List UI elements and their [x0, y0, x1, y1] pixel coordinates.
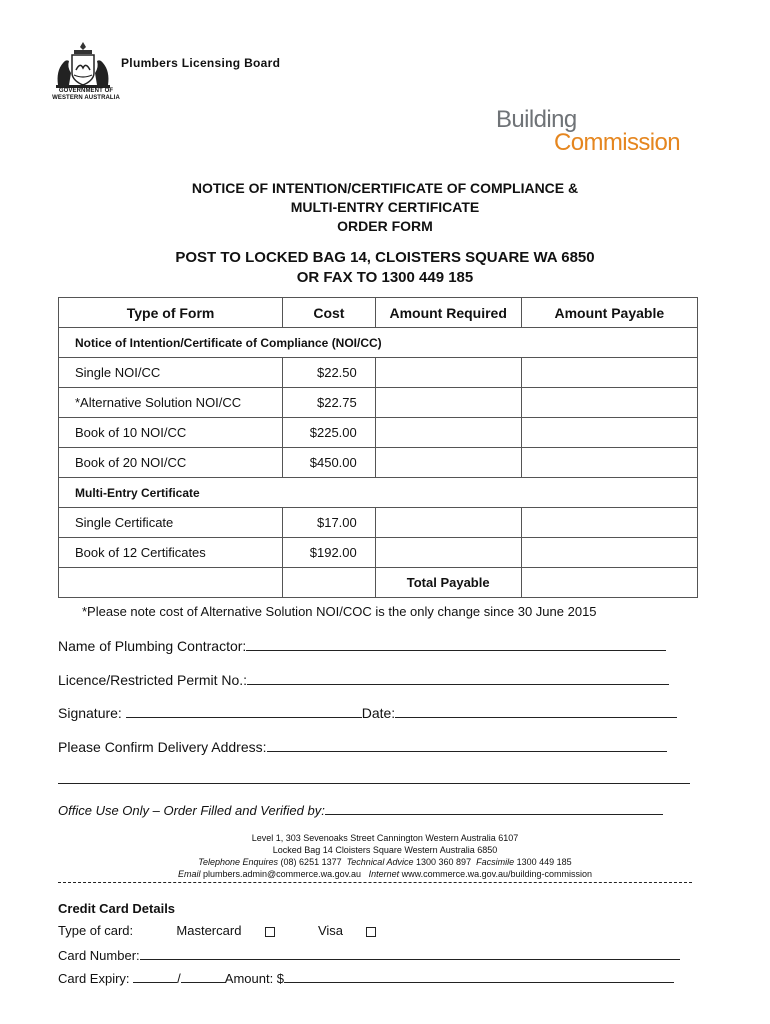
- table-row: [59, 358, 698, 388]
- card-number-label: Card Number:: [58, 948, 140, 963]
- contractor-line: [58, 637, 698, 654]
- internet-label: Internet: [368, 869, 400, 879]
- visa-label: Visa: [317, 923, 343, 938]
- order-table: [58, 297, 698, 598]
- amount-required-field[interactable]: [375, 388, 521, 418]
- section-heading-multi-entry: Multi-Entry Certificate: [59, 478, 698, 508]
- price-note: *Please note cost of Alternative Solution NOI/COC is the only change since 30 June 2015: [82, 604, 597, 619]
- title-line3: ORDER FORM: [337, 218, 433, 234]
- delivery-line: [58, 738, 698, 755]
- amount-label: Amount: $: [224, 971, 285, 986]
- item-name: Book of 20 NOI/CC: [59, 448, 283, 478]
- section-row-multi-entry: [59, 478, 698, 508]
- mastercard-label: Mastercard: [176, 923, 242, 938]
- amount-payable-field[interactable]: [521, 448, 697, 478]
- address-line1: Level 1, 303 Sevenoaks Street Cannington Western Australia 6107: [251, 833, 519, 843]
- post-line1: POST TO LOCKED BAG 14, CLOISTERS SQUARE WA 6850: [175, 249, 595, 266]
- empty-cell: [283, 568, 376, 598]
- contractor-field[interactable]: [246, 637, 666, 651]
- amount-field[interactable]: [284, 969, 674, 983]
- item-name: *Alternative Solution NOI/CC: [59, 388, 283, 418]
- title-line1: NOTICE OF INTENTION/CERTIFICATE OF COMPLIANCE &: [191, 180, 579, 196]
- amount-payable-field[interactable]: [521, 358, 697, 388]
- signature-field[interactable]: [126, 704, 362, 718]
- post-instructions: [0, 248, 770, 288]
- item-cost: $192.00: [283, 538, 376, 568]
- card-number-field[interactable]: [140, 946, 680, 960]
- crest-caption-line2: WESTERN AUSTRALIA: [52, 95, 120, 101]
- col-cost: Cost: [283, 298, 376, 328]
- cut-line-divider: [58, 882, 692, 883]
- item-cost: $17.00: [283, 508, 376, 538]
- licence-line: [58, 671, 698, 688]
- total-row: [59, 568, 698, 598]
- amount-payable-field[interactable]: [521, 538, 697, 568]
- card-type-line: [58, 923, 376, 938]
- post-line2: OR FAX TO 1300 449 185: [296, 269, 474, 286]
- amount-required-field[interactable]: [375, 538, 521, 568]
- table-row: [59, 388, 698, 418]
- item-cost: $22.50: [283, 358, 376, 388]
- credit-card-title: Credit Card Details: [58, 901, 176, 916]
- crest-caption: [46, 88, 126, 102]
- amount-required-field[interactable]: [375, 418, 521, 448]
- technical-advice-value: 1300 360 897: [416, 857, 472, 867]
- amount-required-field[interactable]: [375, 508, 521, 538]
- logo-line2: Commission: [554, 129, 681, 156]
- item-cost: $225.00: [283, 418, 376, 448]
- card-expiry-line: [58, 969, 674, 986]
- internet-value[interactable]: www.commerce.wa.gov.au/building-commission: [401, 869, 593, 879]
- date-label: Date:: [361, 705, 396, 721]
- expiry-year-field[interactable]: [181, 969, 225, 983]
- table-row: [59, 418, 698, 448]
- total-payable-label: Total Payable: [375, 568, 521, 598]
- technical-advice-label: Technical Advice: [346, 857, 414, 867]
- amount-required-field[interactable]: [375, 448, 521, 478]
- amount-payable-field[interactable]: [521, 388, 697, 418]
- delivery-field[interactable]: [267, 738, 667, 752]
- wa-government-crest: [48, 40, 118, 90]
- facsimile-value: 1300 449 185: [516, 857, 572, 867]
- signature-label: Signature:: [58, 705, 122, 721]
- delivery-label: Please Confirm Delivery Address:: [58, 739, 267, 755]
- amount-required-field[interactable]: [375, 358, 521, 388]
- licence-field[interactable]: [247, 671, 669, 685]
- item-name: Single NOI/CC: [59, 358, 283, 388]
- section-row-noi: [59, 328, 698, 358]
- date-field[interactable]: [395, 704, 677, 718]
- delivery-field-2[interactable]: [58, 770, 690, 784]
- table-row: [59, 538, 698, 568]
- delivery-line-2: [58, 770, 698, 787]
- card-number-line: [58, 946, 680, 963]
- table-row: [59, 508, 698, 538]
- address-online: [0, 868, 770, 880]
- expiry-separator: /: [177, 971, 181, 986]
- item-name: Single Certificate: [59, 508, 283, 538]
- item-cost: $22.75: [283, 388, 376, 418]
- amount-payable-field[interactable]: [521, 418, 697, 448]
- telephone-label: Telephone Enquires: [198, 857, 279, 867]
- office-use-line: [58, 801, 698, 818]
- empty-cell: [59, 568, 283, 598]
- section-heading-noi: Notice of Intention/Certificate of Compliance (NOI/CC): [59, 328, 698, 358]
- expiry-month-field[interactable]: [133, 969, 177, 983]
- email-value[interactable]: plumbers.admin@commerce.wa.gov.au: [203, 869, 362, 879]
- telephone-value: (08) 6251 1377: [280, 857, 342, 867]
- form-title: [0, 179, 770, 236]
- total-payable-field[interactable]: [521, 568, 697, 598]
- col-type-of-form: Type of Form: [59, 298, 283, 328]
- amount-payable-field[interactable]: [521, 508, 697, 538]
- item-name: Book of 10 NOI/CC: [59, 418, 283, 448]
- office-use-field[interactable]: [325, 801, 663, 815]
- logo-line1: Building: [496, 106, 577, 133]
- col-amount-required: Amount Required: [375, 298, 521, 328]
- signature-line: [58, 704, 698, 721]
- col-amount-payable: Amount Payable: [521, 298, 697, 328]
- contractor-label: Name of Plumbing Contractor:: [58, 638, 247, 654]
- office-use-label: Office Use Only – Order Filled and Verified by:: [58, 803, 325, 818]
- table-row: [59, 448, 698, 478]
- board-title: Plumbers Licensing Board: [121, 56, 281, 70]
- email-label: Email: [177, 869, 201, 879]
- licence-label: Licence/Restricted Permit No.:: [58, 672, 248, 688]
- card-type-label: Type of card:: [58, 923, 134, 938]
- mastercard-checkbox[interactable]: [265, 927, 275, 937]
- item-name: Book of 12 Certificates: [59, 538, 283, 568]
- item-cost: $450.00: [283, 448, 376, 478]
- card-expiry-label: Card Expiry:: [58, 971, 130, 986]
- crest-caption-line1: GOVERNMENT OF: [58, 88, 114, 94]
- visa-checkbox[interactable]: [366, 927, 376, 937]
- contact-address: [0, 832, 770, 880]
- address-phones: [0, 856, 770, 868]
- building-commission-logo: [496, 108, 696, 155]
- title-line2: MULTI-ENTRY CERTIFICATE: [290, 199, 480, 215]
- address-line2: Locked Bag 14 Cloisters Square Western Australia 6850: [272, 845, 498, 855]
- facsimile-label: Facsimile: [476, 857, 515, 867]
- table-header-row: [59, 298, 698, 328]
